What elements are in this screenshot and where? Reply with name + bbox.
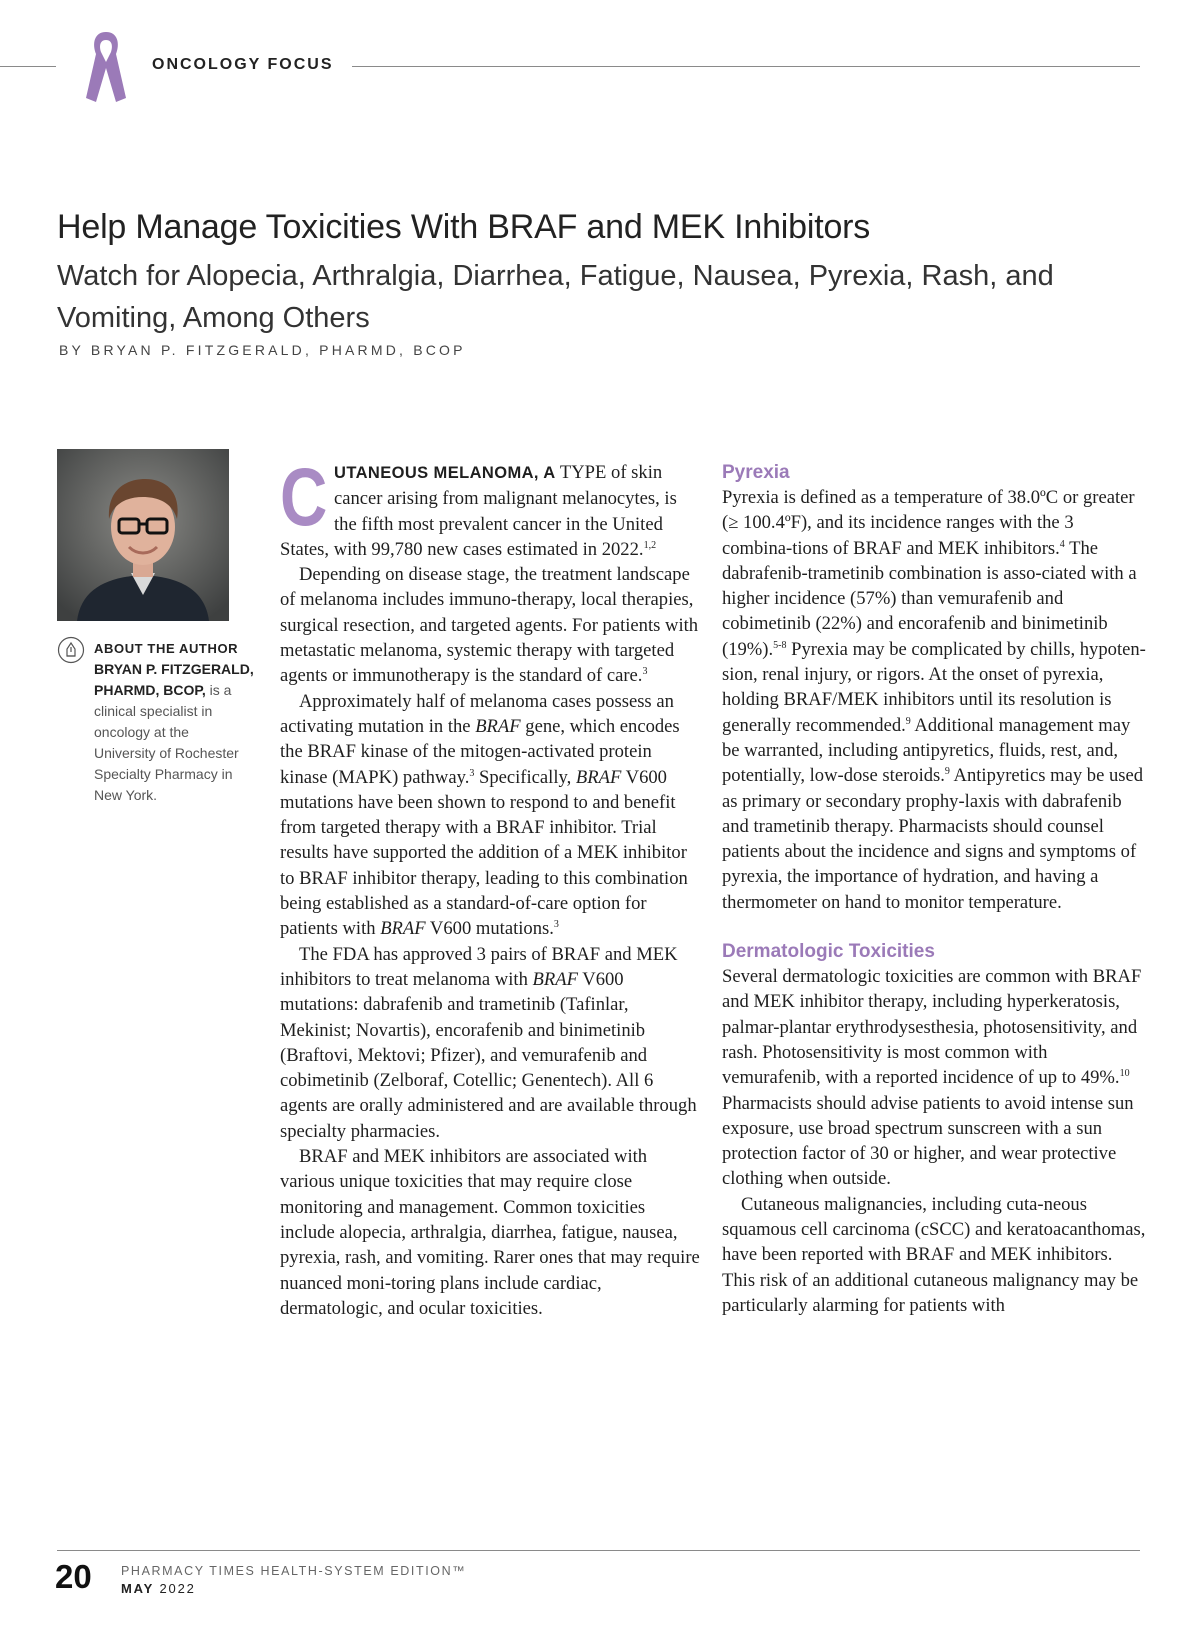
footer-rule bbox=[57, 1550, 1140, 1551]
author-bio bbox=[94, 638, 254, 806]
leadin: UTANEOUS MELANOMA, A bbox=[334, 464, 556, 482]
header-rule-left bbox=[0, 66, 56, 67]
reference: 9 bbox=[905, 715, 911, 727]
reference: 3 bbox=[642, 666, 648, 678]
reference: 1,2 bbox=[643, 539, 657, 551]
dropcap: C bbox=[280, 452, 328, 543]
issue-date: MAY 2022 bbox=[121, 1581, 196, 1596]
article-subtitle: Watch for Alopecia, Arthralgia, Diarrhea, Fatigue, Nausea, Pyrexia, Rash, and Vomiting, Among Others bbox=[57, 260, 1054, 334]
header-rule-right bbox=[352, 66, 1140, 67]
body-column-right bbox=[722, 460, 1148, 1318]
subhead-dermatologic: Dermatologic Toxicities bbox=[722, 941, 935, 963]
reference: 9 bbox=[944, 766, 950, 778]
reference: 10 bbox=[1119, 1068, 1130, 1080]
reference: 4 bbox=[1059, 538, 1065, 550]
body-paragraph: Approximately half of melanoma cases possess an activating mutation in the BRAF gene, which encodes the BRAF kinase of the mitogen-activated protein kinase (MAPK) pathway.$^3$ Specifically, BRAF V600 mutations have been shown to respond to and benefit from targeted therapy with a BRAF inhibitor. Trial results have supported the addition of a MEK inhibitor to BRAF inhibitor therapy, leading to this combination being established as a standard-of-care option for patients with BRAF V600 mutations.$^3$ bbox=[280, 690, 688, 940]
author-heading: ABOUT THE AUTHOR bbox=[94, 641, 239, 656]
reference: 3 bbox=[553, 919, 559, 931]
subhead-pyrexia: Pyrexia bbox=[722, 462, 790, 483]
page-number: 20 bbox=[55, 1558, 92, 1595]
pen-icon bbox=[57, 636, 85, 664]
publication-name: PHARMACY TIMES HEALTH-SYSTEM EDITION™ bbox=[121, 1564, 467, 1578]
body-paragraph: Cutaneous malignancies, including cuta-neous squamous cell carcinoma (cSCC) and keratoacanthomas, have been reported with BRAF and MEK inhibitors. This risk of an additional cutaneous malignancy may be particularly alarming for patients with bbox=[722, 1193, 1146, 1316]
body-paragraph: BRAF and MEK inhibitors are associated with various unique toxicities that may require close monitoring and management. Common toxicities include alopecia, arthralgia, diarrhea, fatigue, nausea, pyrexia, rash, and vomiting. Rarer ones that may require nuanced moni-toring plans include cardiac, dermatologic, and ocular toxicities. bbox=[280, 1146, 700, 1319]
author-description: is a clinical specialist in oncology at the University of Rochester Specialty Pharmacy in New York. bbox=[94, 682, 239, 803]
article-title: Help Manage Toxicities With BRAF and MEK Inhibitors bbox=[57, 208, 871, 246]
page-header bbox=[0, 26, 1200, 106]
awareness-ribbon-icon bbox=[84, 28, 128, 104]
body-column-left bbox=[280, 452, 700, 1321]
reference: 3 bbox=[469, 767, 475, 779]
author-photo bbox=[57, 449, 229, 621]
body-paragraph: Several dermatologic toxicities are common with BRAF and MEK inhibitor therapy, including hyperkeratosis, palmar-plantar erythrodysesthesia, photosensitivity, and rash. Photosensitivity is most common with vemurafenib, with a reported incidence of up to 49%.$^{10}$ Pharmacists should advise patients to avoid intense sun exposure, use broad spectrum sunscreen with a sun protection factor of 30 or higher, and wear protective clothing when outside. bbox=[722, 966, 1142, 1190]
body-paragraph: CUTANEOUS MELANOMA, A TYPE of skin cancer arising from malignant melanocytes, is the fifth most prevalent cancer in the United States, with 99,780 new cases estimated in 2022.$^{1,2}$ bbox=[280, 452, 677, 560]
body-paragraph: The FDA has approved 3 pairs of BRAF and MEK inhibitors to treat melanoma with BRAF V600 mutations: dabrafenib and trametinib (Tafinlar, Mekinist; Novartis), encorafenib and binimetinib (Braftovi, Mektovi; Pfizer), and vemurafenib and cobimetinib (Zelboraf, Cotellic; Genentech). All 6 agents are orally administered and are available through specialty pharmacies. bbox=[280, 943, 697, 1142]
author-name: BRYAN P. FITZGERALD, PHARMD, BCOP, bbox=[94, 661, 254, 698]
reference: 5-8 bbox=[773, 639, 787, 651]
body-paragraph: Depending on disease stage, the treatment landscape of melanoma includes immuno-therapy, local therapies, surgical resection, and targeted agents. For patients with metastatic melanoma, systemic therapy with targeted agents or immunotherapy is the standard of care.$^3$ bbox=[280, 564, 699, 687]
article-byline: BY BRYAN P. FITZGERALD, PHARMD, BCOP bbox=[59, 342, 466, 358]
body-paragraph: Pyrexia is defined as a temperature of 38.0ºC or greater (≥ 100.4ºF), and its incidence ranges with the 3 combina-tions of BRAF and MEK inhibitors.$^4$ The dabrafenib-trametinib combination is asso-ciated with a higher incidence (57%) than vemurafenib and cobimetinib (22%) and encorafenib and binimetinib (19%).$^{5-8}$ Pyrexia may be complicated by chills, hypoten-sion, renal injury, or rigors. At the onset of pyrexia, holding BRAF/MEK inhibitors until its resolution is generally recommended.$^9$ Additional management may be warranted, including antipyretics, fluids, rest, and, potentially, low-dose steroids.$^9$ Antipyretics may be used as primary or secondary prophy-laxis with dabrafenib and trametinib therapy. Pharmacists should counsel patients about the incidence and signs and symptoms of pyrexia, the importance of hydration, and having a thermometer on hand to monitor temperature. bbox=[722, 487, 1146, 913]
section-label: ONCOLOGY FOCUS bbox=[152, 56, 334, 73]
